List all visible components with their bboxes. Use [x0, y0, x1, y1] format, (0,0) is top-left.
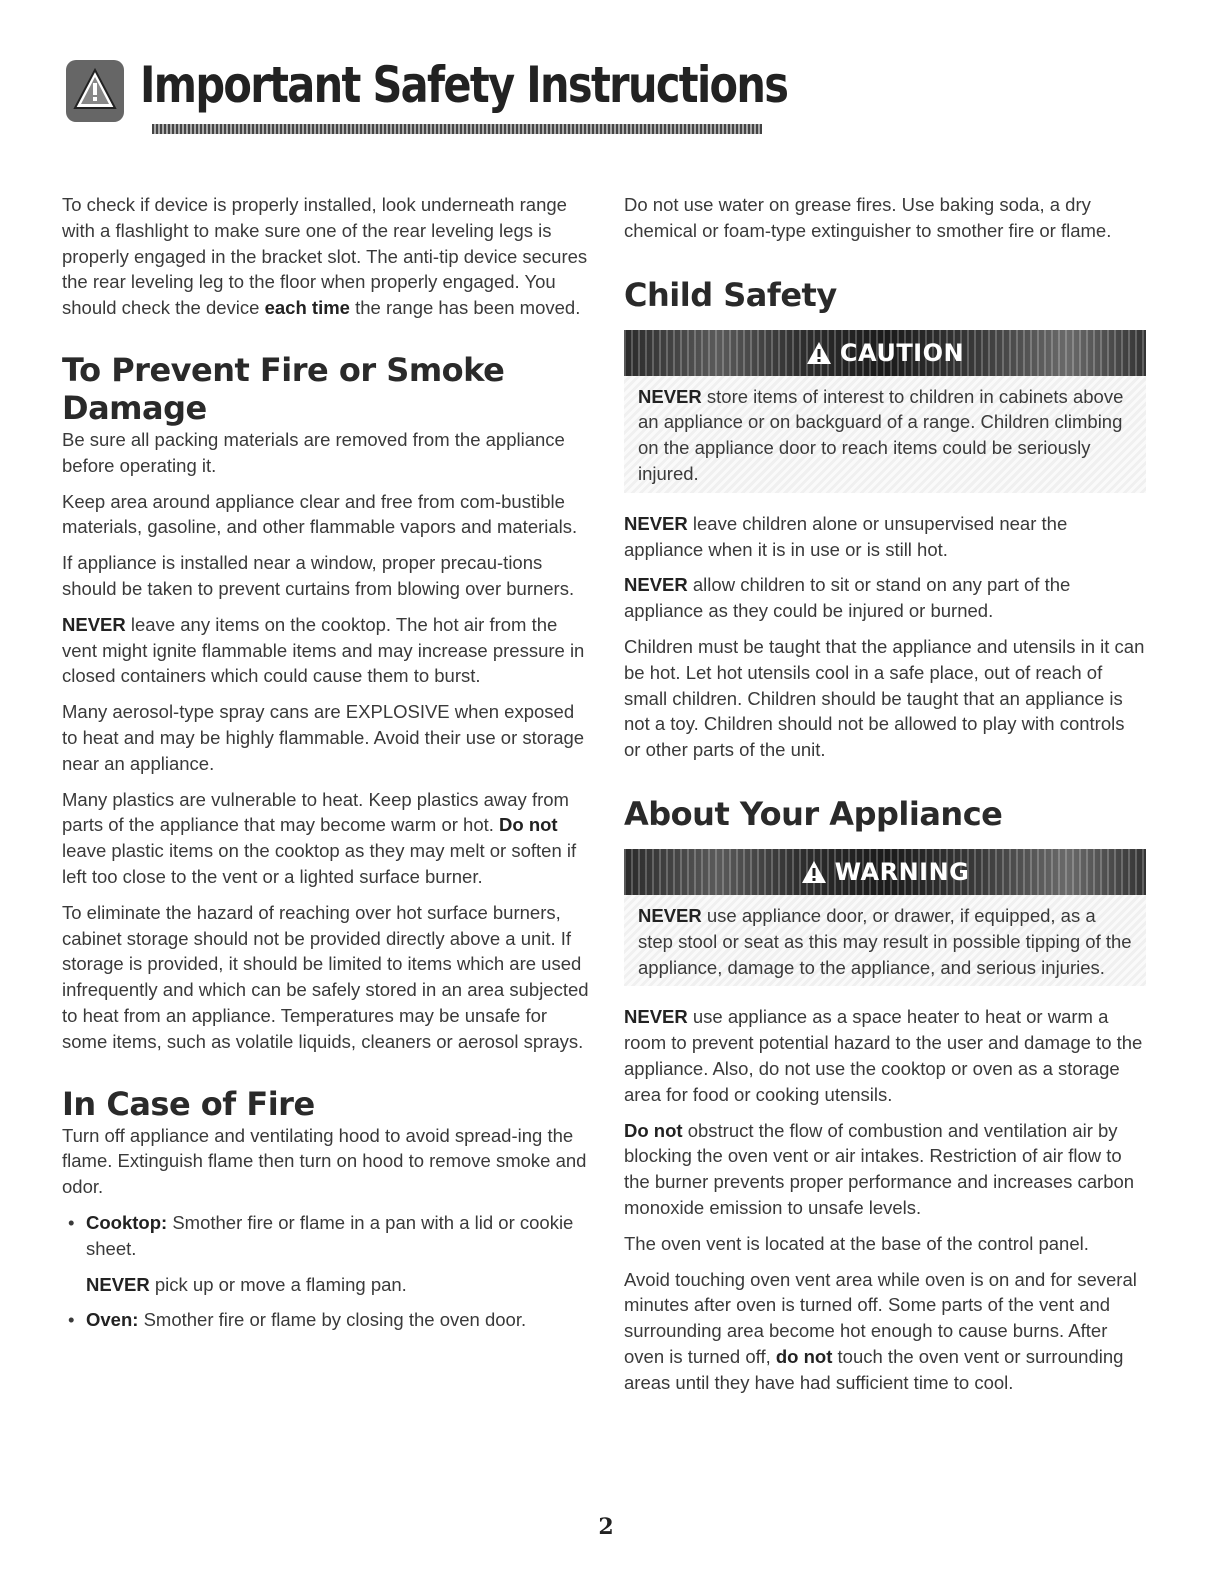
fire-smoke-heading: To Prevent Fire or Smoke Damage — [62, 350, 505, 427]
paragraph: To eliminate the hazard of reaching over hot surface burners, cabinet storage should not be provided directly above a unit. If storage is provided, it should be limited to items which are used infrequently and which can be safely stored in an area subjected to heat from an appliance. Temperatures may be unsafe for some items, such as volatile liquids, cleaners or aerosol sprays. — [62, 901, 589, 1052]
title-underline — [152, 124, 762, 134]
paragraph: The oven vent is located at the base of the control panel. — [624, 1232, 1089, 1254]
child-safety-heading: Child Safety — [624, 275, 837, 314]
paragraph: If appliance is installed near a window, proper precau-tions should be taken to prevent curtains from blowing over burners. — [62, 552, 575, 599]
paragraph: Turn off appliance and ventilating hood to avoid spread-ing the flame. Extinguish flame then turn on hood to remove smoke and odor. — [62, 1124, 587, 1198]
grease-fire-paragraph: Do not use water on grease fires. Use baking soda, a dry chemical or foam-type extinguisher to smother fire or flame. — [624, 194, 1112, 241]
paragraph: Do not obstruct the flow of combustion and ventilation air by blocking the oven vent or air intakes. Restriction of air flow to the burner prevents proper performance and increases carbon monoxide emission to unsafe levels. — [624, 1119, 1135, 1218]
list-item: • Cooktop: Smother fire or flame in a pan with a lid or cookie sheet. — [68, 1211, 574, 1259]
page-number: 2 — [598, 1514, 614, 1540]
left-column — [62, 192, 590, 1343]
list-item: • Oven: Smother fire or flame by closing the oven door. — [68, 1309, 527, 1331]
anti-tip-paragraph: To check if device is properly installed, look underneath range with a flashlight to make sure one of the rear leveling legs is properly engaged in the bracket slot. The anti-tip device secures the rear leveling leg to the floor when properly engaged. You should check the device each time the range has been moved. — [62, 194, 588, 319]
warning-icon — [806, 341, 832, 365]
paragraph: Keep area around appliance clear and free from com-bustible materials, gasoline, and other flammable vapors and materials. — [62, 490, 578, 538]
paragraph: NEVER allow children to sit or stand on any part of the appliance as they could be injured or burned. — [624, 574, 1071, 622]
warning-label: WARNING — [834, 857, 970, 886]
warning-banner — [624, 849, 1146, 895]
right-column — [624, 192, 1146, 1406]
caution-text: NEVER store items of interest to children in cabinets above an appliance or on backguard of a range. Children climbing on the appliance door to reach items could be seriously injured. — [624, 376, 1146, 493]
warning-icon — [801, 860, 827, 884]
paragraph: NEVER leave any items on the cooktop. The hot air from the vent might ignite flammable items and may increase pressure in closed containers which could cause them to burst. — [62, 613, 585, 687]
caution-banner — [624, 330, 1146, 376]
paragraph: Many aerosol-type spray cans are EXPLOSIVE when exposed to heat and may be highly flammable. Avoid their use or storage near an appliance. — [62, 701, 585, 774]
paragraph: Be sure all packing materials are removed from the appliance before operating it. — [62, 428, 565, 476]
paragraph: Avoid touching oven vent area while oven is on and for several minutes after oven is turned off. Some parts of the vent and surrounding area become hot enough to cause burns. After oven is turned off, do not touch the oven vent or surrounding areas until they have had sufficient time to cool. — [624, 1268, 1137, 1393]
paragraph: Many plastics are vulnerable to heat. Keep plastics away from parts of the appliance that may become warm or hot. Do not leave plastic items on the cooktop as they may melt or soften if left too close to the vent or a lighted surface burner. — [62, 788, 577, 887]
caution-label: CAUTION — [839, 338, 965, 367]
page-header — [48, 46, 788, 146]
paragraph: Children must be taught that the appliance and utensils in it can be hot. Let hot utensils cool in a safe place, out of reach of small children. Children should be taught that an appliance is not a toy. Children should not be allowed to play with controls or other parts of the unit. — [624, 635, 1145, 761]
case-of-fire-heading: In Case of Fire — [62, 1084, 315, 1123]
paragraph: NEVER pick up or move a flaming pan. — [86, 1273, 407, 1295]
warning-icon — [66, 60, 124, 122]
warning-text: NEVER use appliance door, or drawer, if equipped, as a step stool or seat as this may result in possible tipping of the appliance, damage to the appliance, and serious injuries. — [624, 895, 1146, 986]
page-title: Important Safety Instructions — [140, 56, 788, 114]
about-appliance-heading: About Your Appliance — [624, 794, 1003, 833]
paragraph: NEVER leave children alone or unsupervised near the appliance when it is in use or is still hot. — [624, 512, 1068, 560]
paragraph: NEVER use appliance as a space heater to heat or warm a room to prevent potential hazard to the user and damage to the appliance. Also, do not use the cooktop or oven as a storage area for food or cooking utensils. — [624, 1006, 1143, 1105]
